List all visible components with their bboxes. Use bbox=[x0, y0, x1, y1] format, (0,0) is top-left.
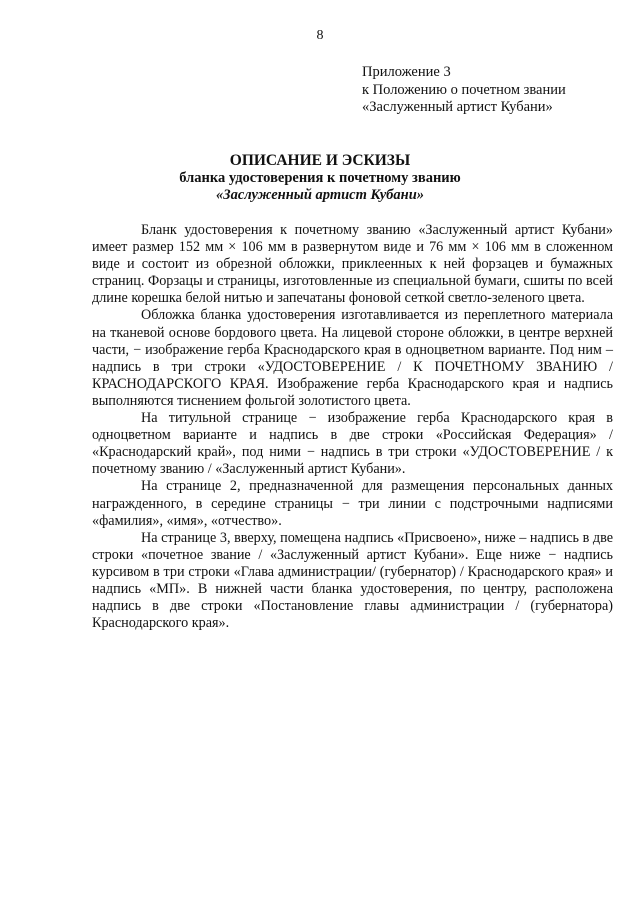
paragraph: На титульной странице − изображение герба Краснодарского края в одноцветном варианте и надпись в две строки «Российская Федерация» / «Краснодарский край», под ними − надпись в три строки «УДОСТОВЕРЕНИЕ / к почетному званию / «Заслуженный артист Кубани». bbox=[92, 410, 613, 478]
page-number: 8 bbox=[316, 28, 324, 43]
appendix-line-1: Приложение 3 bbox=[362, 64, 451, 80]
document-title: ОПИСАНИЕ И ЭСКИЗЫ bbox=[229, 152, 411, 169]
paragraph: Обложка бланка удостоверения изготавливается из переплетного материала на тканевой основе бордового цвета. На лицевой стороне обложки, в центре верхней части, − изображение герба Краснодарского края в одноцветном варианте. Под ним – надпись в три строки «УДОСТОВЕРЕНИЕ / К ПОЧЕТНОМУ ЗВАНИЮ / КРАСНОДАРСКОГО КРАЯ. Изображение герба Краснодарского края и надпись выполняются тиснением фольгой золотистого цвета. bbox=[92, 307, 613, 409]
document-heading bbox=[0, 152, 640, 205]
paragraph: На странице 2, предназначенной для размещения персональных данных награжденного, в середине страницы − три линии с подстрочными надписями «фамилия», «имя», «отчество». bbox=[92, 478, 613, 529]
paragraph: Бланк удостоверения к почетному званию «Заслуженный артист Кубани» имеет размер 152 мм × 106 мм в развернутом виде и 76 мм × 106 мм в сложенном виде и состоит из обрезной обложки, приклеенных к ней форзацев и бумажных страниц. Форзацы и страницы, изготовленные из специальной бумаги, сшиты по всей длине корешка белой нитью и запечатаны фоновой сеткой светло-зеленого цвета. bbox=[92, 222, 613, 307]
appendix-reference bbox=[362, 64, 566, 117]
appendix-line-3: «Заслуженный артист Кубани» bbox=[362, 99, 553, 115]
paragraph: На странице 3, вверху, помещена надпись «Присвоено», ниже – надпись в две строки «почетное звание / «Заслуженный артист Кубани». Еще ниже − надпись курсивом в три строки «Глава администрации/ (губернатор) / Краснодарского края» и надпись «МП». В нижней части бланка удостоверения, по центру, расположена надпись в две строки «Постановление главы администрации / (губернатора) Краснодарского края». bbox=[92, 529, 613, 632]
document-body bbox=[92, 222, 613, 632]
award-name: «Заслуженный артист Кубани» bbox=[215, 187, 425, 203]
document-subtitle: бланка удостоверения к почетному званию bbox=[179, 169, 461, 186]
appendix-line-2: к Положению о почетном звании bbox=[362, 81, 566, 98]
